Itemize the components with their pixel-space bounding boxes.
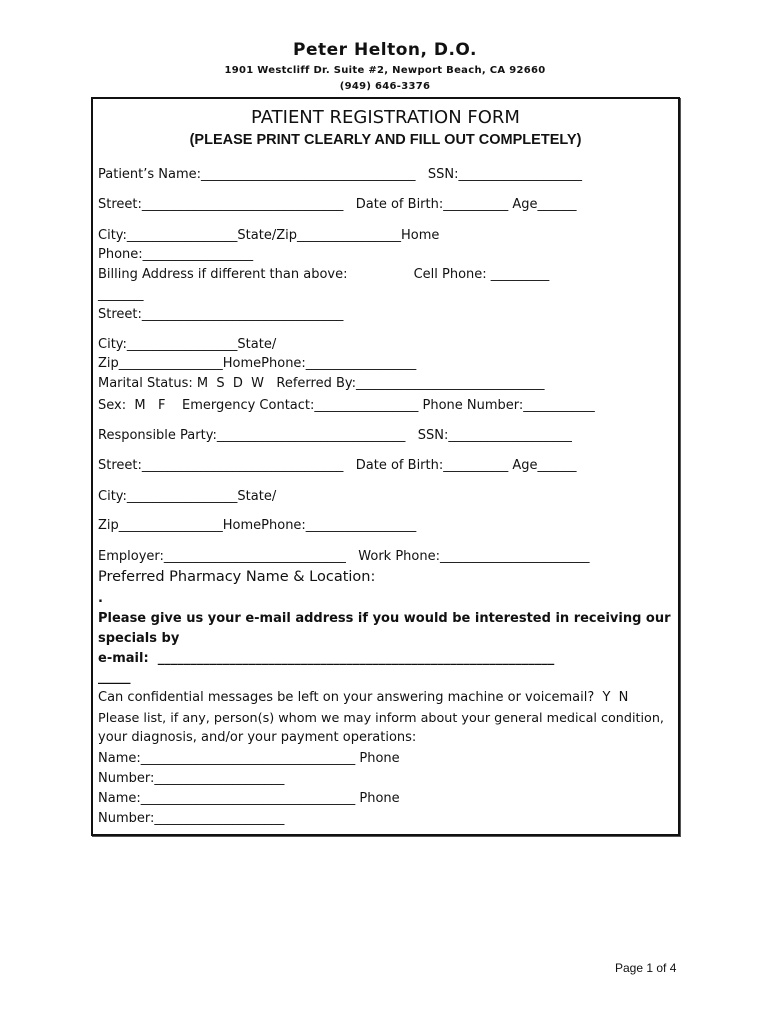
resp-zip-phone-line: Zip________________HomePhone:_________________ <box>98 518 417 533</box>
patient-name-ssn-line: Patient’s Name:_________________________________ SSN:___________________ <box>98 167 583 182</box>
voicemail-line: Can confidential messages be left on your answering machine or voicemail? Y N <box>98 690 629 705</box>
resp-street-dob-line: Street:_______________________________ Date of Birth:__________ Age______ <box>98 458 577 473</box>
form-subtitle: (PLEASE PRINT CLEARLY AND FILL OUT COMPLETELY) <box>189 132 582 148</box>
responsible-party-line: Responsible Party:_____________________________ SSN:___________________ <box>98 428 572 443</box>
pharmacy-line: Preferred Pharmacy Name & Location: <box>98 569 376 585</box>
page-number: Page 1 of 4 <box>615 961 677 975</box>
email-prompt-line: Please give us your e-mail address if you would be interested in receiving our <box>98 611 671 626</box>
email-field-line: e-mail: _____________________________________________________________ <box>98 651 555 666</box>
contact-number-line-1: Number:____________________ <box>98 771 285 786</box>
sex-emergency-line: Sex: M F Emergency Contact:________________ Phone Number:___________ <box>98 398 595 413</box>
billing-city-state-line: City:_________________State/ <box>98 337 277 352</box>
city-state-zip-line: City:_________________State/Zip________________Home <box>98 228 440 243</box>
home-phone-line: Phone:_________________ <box>98 247 254 262</box>
billing-address-cell-line: Billing Address if different than above: Cell Phone: _________ <box>98 267 550 282</box>
street-dob-age-line: Street:_______________________________ Date of Birth:__________ Age______ <box>98 197 577 212</box>
billing-zip-phone-line: Zip________________HomePhone:_________________ <box>98 356 417 371</box>
billing-blank-line: _______ <box>98 287 144 302</box>
email-field-line-2: _____ <box>98 670 131 685</box>
contact-number-line-2: Number:____________________ <box>98 811 285 826</box>
form-title: PATIENT REGISTRATION FORM <box>251 107 520 128</box>
email-prompt-line-2: specials by <box>98 631 180 646</box>
employer-work-phone-line: Employer:____________________________ Work Phone:_______________________ <box>98 549 590 564</box>
practice-address: 1901 Westcliff Dr. Suite #2, Newport Beach, CA 92660 <box>224 65 546 76</box>
contact-name-line-1: Name:_________________________________ Phone <box>98 751 400 766</box>
practice-name: Peter Helton, D.O. <box>293 40 477 60</box>
resp-city-state-line: City:_________________State/ <box>98 489 277 504</box>
billing-street-line: Street:_______________________________ <box>98 307 344 322</box>
practice-phone: (949) 646-3376 <box>339 81 431 92</box>
pharmacy-blank-line: . <box>98 591 103 606</box>
inform-persons-line: Please list, if any, person(s) whom we may inform about your general medical condition, <box>98 711 664 726</box>
contact-name-line-2: Name:_________________________________ Phone <box>98 791 400 806</box>
marital-referred-line: Marital Status: M S D W Referred By:_____________________________ <box>98 376 545 391</box>
inform-persons-line-2: your diagnosis, and/or your payment operations: <box>98 730 417 745</box>
